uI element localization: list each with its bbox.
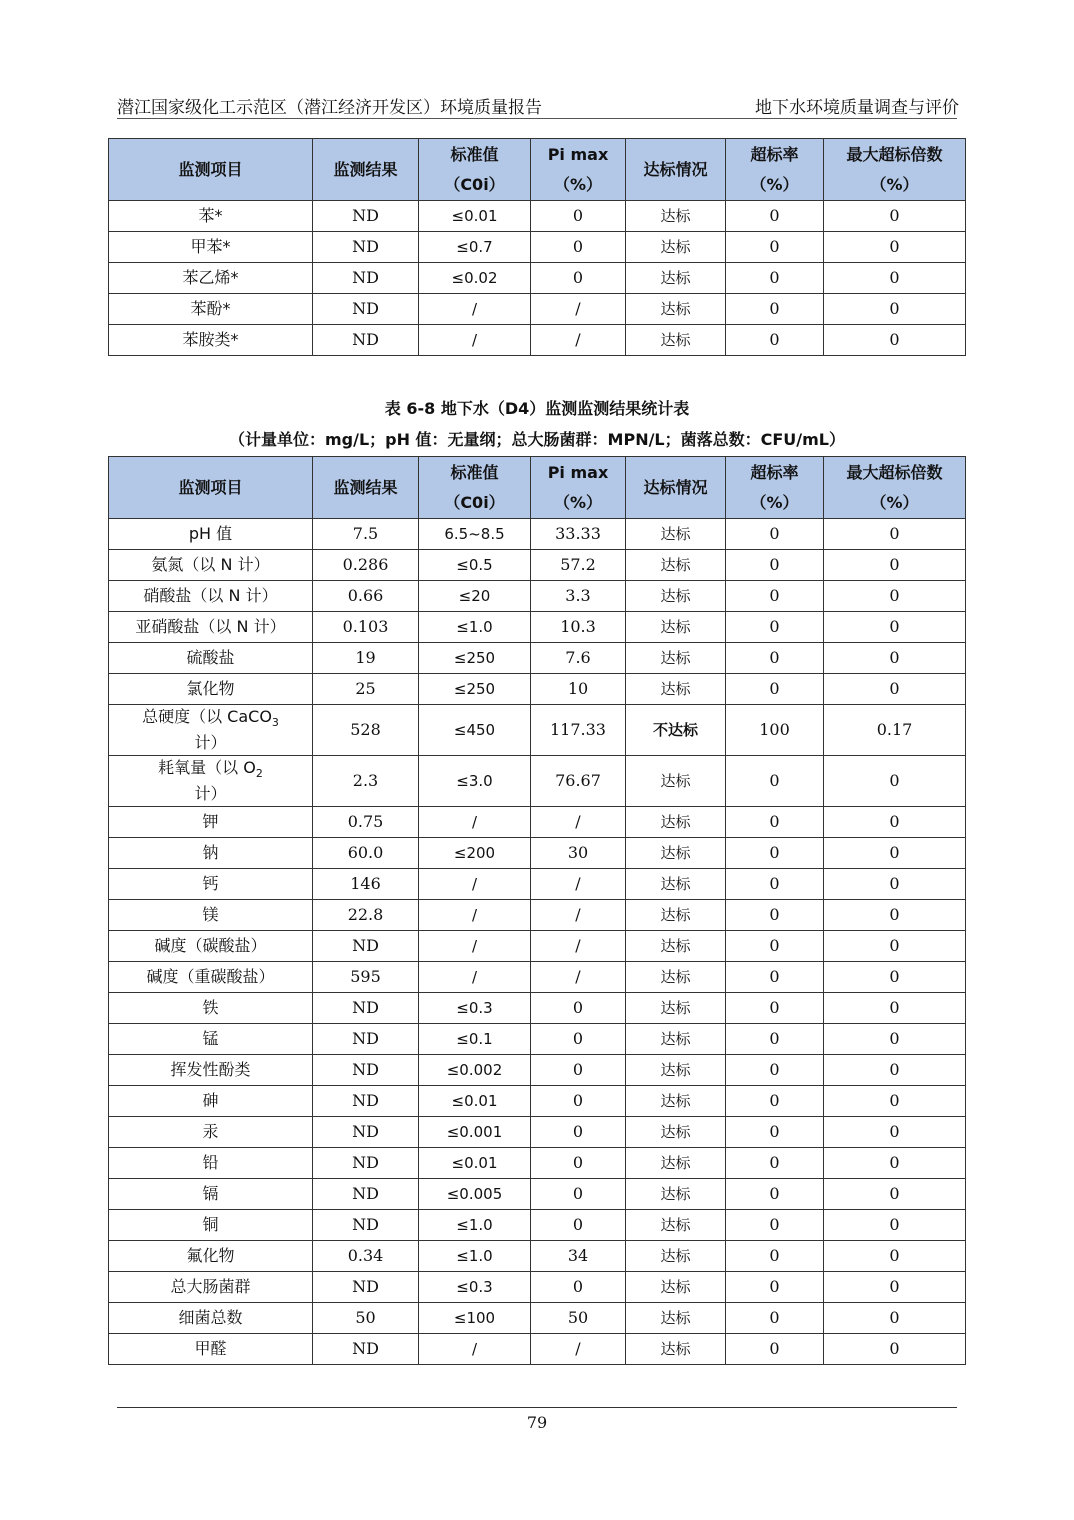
cell-item: 耗氧量（以 $O_2$ 计） xyxy=(109,756,313,807)
header-item: 监测项目 xyxy=(109,139,313,201)
cell-pi-max: 0 xyxy=(531,201,626,232)
table-row xyxy=(109,807,966,838)
cell-pi-max: 0 xyxy=(531,263,626,294)
cell-pi-max: 76.67 xyxy=(531,756,626,807)
cell-result: ND xyxy=(313,1024,419,1055)
cell-status: 不达标 xyxy=(626,705,726,756)
cell-exceed-rate: 0 xyxy=(726,931,824,962)
table-continued xyxy=(108,138,966,356)
cell-exceed-rate: 0 xyxy=(726,232,824,263)
cell-status: 达标 xyxy=(626,1148,726,1179)
cell-max-multiple: 0 xyxy=(824,962,966,993)
cell-max-multiple: 0 xyxy=(824,1272,966,1303)
cell-max-multiple: 0 xyxy=(824,1117,966,1148)
cell-pi-max: / xyxy=(531,900,626,931)
cell-standard: ≤0.01 xyxy=(419,1086,531,1117)
table-row xyxy=(109,1210,966,1241)
cell-item: 挥发性酚类 xyxy=(109,1055,313,1086)
cell-standard: ≤0.5 xyxy=(419,550,531,581)
table-header-row xyxy=(109,457,966,519)
cell-item: 铅 xyxy=(109,1148,313,1179)
cell-standard: / xyxy=(419,294,531,325)
cell-item: 苯酚* xyxy=(109,294,313,325)
cell-pi-max: / xyxy=(531,325,626,356)
cell-exceed-rate: 0 xyxy=(726,900,824,931)
cell-item: 碱度（重碳酸盐） xyxy=(109,962,313,993)
cell-exceed-rate: 0 xyxy=(726,294,824,325)
cell-exceed-rate: 0 xyxy=(726,756,824,807)
cell-standard: ≤0.01 xyxy=(419,201,531,232)
cell-result: 7.5 xyxy=(313,519,419,550)
cell-result: 2.3 xyxy=(313,756,419,807)
cell-item: 砷 xyxy=(109,1086,313,1117)
cell-standard: ≤0.02 xyxy=(419,263,531,294)
cell-max-multiple: 0 xyxy=(824,201,966,232)
cell-max-multiple: 0 xyxy=(824,1086,966,1117)
cell-item: 苯胺类* xyxy=(109,325,313,356)
cell-pi-max: 57.2 xyxy=(531,550,626,581)
cell-result: ND xyxy=(313,1086,419,1117)
cell-exceed-rate: 0 xyxy=(726,869,824,900)
table-row xyxy=(109,1148,966,1179)
table-row xyxy=(109,1055,966,1086)
cell-max-multiple: 0 xyxy=(824,869,966,900)
cell-result: ND xyxy=(313,294,419,325)
cell-item: 氟化物 xyxy=(109,1241,313,1272)
cell-item: pH 值 xyxy=(109,519,313,550)
cell-pi-max: / xyxy=(531,962,626,993)
cell-pi-max: 34 xyxy=(531,1241,626,1272)
cell-standard: ≤20 xyxy=(419,581,531,612)
cell-status: 达标 xyxy=(626,807,726,838)
cell-max-multiple: 0 xyxy=(824,807,966,838)
table-row xyxy=(109,705,966,756)
cell-pi-max: 0 xyxy=(531,1210,626,1241)
cell-status: 达标 xyxy=(626,325,726,356)
cell-item: 钙 xyxy=(109,869,313,900)
cell-item: 镁 xyxy=(109,900,313,931)
cell-item: 镉 xyxy=(109,1179,313,1210)
cell-item: 硫酸盐 xyxy=(109,643,313,674)
cell-max-multiple: 0.17 xyxy=(824,705,966,756)
table-row xyxy=(109,900,966,931)
table-row xyxy=(109,962,966,993)
section-title: 地下水环境质量调查与评价 xyxy=(755,98,959,118)
cell-standard: / xyxy=(419,931,531,962)
cell-standard: ≤100 xyxy=(419,1303,531,1334)
cell-status: 达标 xyxy=(626,931,726,962)
cell-max-multiple: 0 xyxy=(824,643,966,674)
cell-status: 达标 xyxy=(626,1241,726,1272)
header-pi-max: Pi max （%） xyxy=(531,139,626,201)
cell-exceed-rate: 0 xyxy=(726,1334,824,1365)
table-units: （计量单位：mg/L；pH 值：无量纲；总大肠菌群：MPN/L；菌落总数：CFU/mL） xyxy=(228,430,846,449)
header-standard: 标准值 （C0i） xyxy=(419,457,531,519)
cell-status: 达标 xyxy=(626,1055,726,1086)
cell-pi-max: 10 xyxy=(531,674,626,705)
cell-pi-max: 0 xyxy=(531,1272,626,1303)
cell-result: ND xyxy=(313,325,419,356)
cell-result: ND xyxy=(313,1179,419,1210)
cell-status: 达标 xyxy=(626,232,726,263)
table-row xyxy=(109,756,966,807)
cell-status: 达标 xyxy=(626,962,726,993)
cell-exceed-rate: 0 xyxy=(726,1179,824,1210)
cell-result: ND xyxy=(313,1117,419,1148)
cell-max-multiple: 0 xyxy=(824,674,966,705)
cell-pi-max: 7.6 xyxy=(531,643,626,674)
cell-item: 铜 xyxy=(109,1210,313,1241)
table-row xyxy=(109,612,966,643)
cell-exceed-rate: 0 xyxy=(726,807,824,838)
cell-max-multiple: 0 xyxy=(824,1210,966,1241)
table-row xyxy=(109,1024,966,1055)
cell-exceed-rate: 100 xyxy=(726,705,824,756)
cell-pi-max: 10.3 xyxy=(531,612,626,643)
cell-status: 达标 xyxy=(626,581,726,612)
cell-item: 硝酸盐（以 N 计） xyxy=(109,581,313,612)
cell-item: 苯乙烯* xyxy=(109,263,313,294)
cell-status: 达标 xyxy=(626,993,726,1024)
cell-status: 达标 xyxy=(626,838,726,869)
cell-item: 甲醛 xyxy=(109,1334,313,1365)
cell-exceed-rate: 0 xyxy=(726,1303,824,1334)
cell-item: 锰 xyxy=(109,1024,313,1055)
cell-exceed-rate: 0 xyxy=(726,201,824,232)
cell-item: 苯* xyxy=(109,201,313,232)
cell-status: 达标 xyxy=(626,869,726,900)
cell-exceed-rate: 0 xyxy=(726,1086,824,1117)
cell-max-multiple: 0 xyxy=(824,263,966,294)
cell-exceed-rate: 0 xyxy=(726,263,824,294)
cell-item: 亚硝酸盐（以 N 计） xyxy=(109,612,313,643)
cell-result: 146 xyxy=(313,869,419,900)
cell-result: 528 xyxy=(313,705,419,756)
table-row xyxy=(109,869,966,900)
cell-standard: ≤1.0 xyxy=(419,1241,531,1272)
cell-result: 595 xyxy=(313,962,419,993)
cell-standard: ≤0.3 xyxy=(419,993,531,1024)
cell-item: 总大肠菌群 xyxy=(109,1272,313,1303)
cell-pi-max: 50 xyxy=(531,1303,626,1334)
cell-status: 达标 xyxy=(626,1272,726,1303)
cell-standard: 6.5~8.5 xyxy=(419,519,531,550)
cell-standard: ≤3.0 xyxy=(419,756,531,807)
cell-pi-max: / xyxy=(531,869,626,900)
header-result: 监测结果 xyxy=(313,457,419,519)
cell-pi-max: / xyxy=(531,1334,626,1365)
cell-exceed-rate: 0 xyxy=(726,1272,824,1303)
cell-status: 达标 xyxy=(626,756,726,807)
cell-standard: ≤0.005 xyxy=(419,1179,531,1210)
cell-pi-max: 33.33 xyxy=(531,519,626,550)
cell-item: 甲苯* xyxy=(109,232,313,263)
header-status: 达标情况 xyxy=(626,139,726,201)
cell-result: ND xyxy=(313,1148,419,1179)
page-header xyxy=(117,90,957,119)
cell-pi-max: / xyxy=(531,294,626,325)
cell-max-multiple: 0 xyxy=(824,1179,966,1210)
table-row xyxy=(109,1086,966,1117)
table-row xyxy=(109,581,966,612)
cell-max-multiple: 0 xyxy=(824,550,966,581)
cell-standard: / xyxy=(419,869,531,900)
cell-result: 60.0 xyxy=(313,838,419,869)
cell-result: ND xyxy=(313,201,419,232)
cell-result: 25 xyxy=(313,674,419,705)
header-pi-max: Pi max （%） xyxy=(531,457,626,519)
table-row xyxy=(109,1334,966,1365)
cell-result: 22.8 xyxy=(313,900,419,931)
cell-item: 铁 xyxy=(109,993,313,1024)
cell-pi-max: 3.3 xyxy=(531,581,626,612)
cell-exceed-rate: 0 xyxy=(726,581,824,612)
cell-status: 达标 xyxy=(626,643,726,674)
table-row xyxy=(109,232,966,263)
cell-result: ND xyxy=(313,1272,419,1303)
header-max-multiple: 最大超标倍数 （%） xyxy=(824,457,966,519)
table-row xyxy=(109,838,966,869)
cell-max-multiple: 0 xyxy=(824,232,966,263)
table-header-row xyxy=(109,139,966,201)
report-title: 潜江国家级化工示范区（潜江经济开发区）环境质量报告 xyxy=(117,98,542,118)
table-title: 表 6-8 地下水（D4）监测监测结果统计表 xyxy=(384,399,690,418)
cell-standard: ≤0.3 xyxy=(419,1272,531,1303)
cell-exceed-rate: 0 xyxy=(726,519,824,550)
cell-item: 碱度（碳酸盐） xyxy=(109,931,313,962)
cell-max-multiple: 0 xyxy=(824,756,966,807)
cell-standard: / xyxy=(419,325,531,356)
cell-status: 达标 xyxy=(626,612,726,643)
cell-max-multiple: 0 xyxy=(824,1055,966,1086)
cell-standard: / xyxy=(419,1334,531,1365)
cell-exceed-rate: 0 xyxy=(726,1210,824,1241)
cell-standard: ≤250 xyxy=(419,643,531,674)
cell-pi-max: 0 xyxy=(531,1055,626,1086)
table-row xyxy=(109,1303,966,1334)
cell-standard: ≤0.001 xyxy=(419,1117,531,1148)
cell-exceed-rate: 0 xyxy=(726,1148,824,1179)
cell-exceed-rate: 0 xyxy=(726,325,824,356)
cell-pi-max: 0 xyxy=(531,993,626,1024)
cell-status: 达标 xyxy=(626,1210,726,1241)
cell-status: 达标 xyxy=(626,201,726,232)
cell-status: 达标 xyxy=(626,294,726,325)
cell-exceed-rate: 0 xyxy=(726,1024,824,1055)
cell-max-multiple: 0 xyxy=(824,294,966,325)
cell-pi-max: 0 xyxy=(531,1179,626,1210)
cell-exceed-rate: 0 xyxy=(726,674,824,705)
table-row xyxy=(109,1117,966,1148)
header-exceed-rate: 超标率 （%） xyxy=(726,139,824,201)
cell-status: 达标 xyxy=(626,1086,726,1117)
header-max-multiple: 最大超标倍数 （%） xyxy=(824,139,966,201)
cell-item: 汞 xyxy=(109,1117,313,1148)
cell-pi-max: 0 xyxy=(531,232,626,263)
table-row xyxy=(109,931,966,962)
cell-exceed-rate: 0 xyxy=(726,643,824,674)
table-d4 xyxy=(108,456,966,1365)
table-row xyxy=(109,325,966,356)
cell-item: 细菌总数 xyxy=(109,1303,313,1334)
cell-pi-max: 117.33 xyxy=(531,705,626,756)
cell-max-multiple: 0 xyxy=(824,519,966,550)
header-item: 监测项目 xyxy=(109,457,313,519)
cell-pi-max: 0 xyxy=(531,1117,626,1148)
cell-status: 达标 xyxy=(626,519,726,550)
cell-exceed-rate: 0 xyxy=(726,838,824,869)
cell-max-multiple: 0 xyxy=(824,612,966,643)
cell-max-multiple: 0 xyxy=(824,1241,966,1272)
cell-standard: ≤0.002 xyxy=(419,1055,531,1086)
cell-exceed-rate: 0 xyxy=(726,1241,824,1272)
table-row xyxy=(109,1272,966,1303)
cell-standard: ≤450 xyxy=(419,705,531,756)
cell-standard: ≤0.1 xyxy=(419,1024,531,1055)
table-row xyxy=(109,263,966,294)
cell-result: 0.66 xyxy=(313,581,419,612)
cell-result: 50 xyxy=(313,1303,419,1334)
cell-exceed-rate: 0 xyxy=(726,993,824,1024)
cell-exceed-rate: 0 xyxy=(726,612,824,643)
cell-result: 0.75 xyxy=(313,807,419,838)
cell-max-multiple: 0 xyxy=(824,325,966,356)
table-row xyxy=(109,643,966,674)
table-row xyxy=(109,993,966,1024)
cell-result: ND xyxy=(313,232,419,263)
cell-pi-max: 0 xyxy=(531,1148,626,1179)
cell-standard: ≤1.0 xyxy=(419,612,531,643)
cell-standard: ≤0.7 xyxy=(419,232,531,263)
page-number: 79 xyxy=(526,1413,548,1432)
cell-result: 19 xyxy=(313,643,419,674)
header-exceed-rate: 超标率 （%） xyxy=(726,457,824,519)
cell-max-multiple: 0 xyxy=(824,1334,966,1365)
footer-divider xyxy=(117,1407,957,1408)
cell-result: ND xyxy=(313,1055,419,1086)
table-row xyxy=(109,1179,966,1210)
table-row xyxy=(109,1241,966,1272)
cell-result: ND xyxy=(313,993,419,1024)
header-result: 监测结果 xyxy=(313,139,419,201)
cell-max-multiple: 0 xyxy=(824,1303,966,1334)
cell-standard: / xyxy=(419,900,531,931)
header-standard: 标准值 （C0i） xyxy=(419,139,531,201)
cell-max-multiple: 0 xyxy=(824,838,966,869)
cell-standard: ≤0.01 xyxy=(419,1148,531,1179)
cell-max-multiple: 0 xyxy=(824,900,966,931)
cell-status: 达标 xyxy=(626,1334,726,1365)
cell-status: 达标 xyxy=(626,674,726,705)
cell-standard: ≤250 xyxy=(419,674,531,705)
cell-status: 达标 xyxy=(626,1024,726,1055)
cell-max-multiple: 0 xyxy=(824,581,966,612)
table-row xyxy=(109,674,966,705)
cell-standard: ≤200 xyxy=(419,838,531,869)
cell-result: 0.34 xyxy=(313,1241,419,1272)
cell-standard: / xyxy=(419,962,531,993)
cell-status: 达标 xyxy=(626,900,726,931)
cell-result: 0.286 xyxy=(313,550,419,581)
table-row xyxy=(109,201,966,232)
cell-pi-max: 0 xyxy=(531,1086,626,1117)
cell-standard: ≤1.0 xyxy=(419,1210,531,1241)
cell-pi-max: 0 xyxy=(531,1024,626,1055)
cell-item: 钠 xyxy=(109,838,313,869)
cell-exceed-rate: 0 xyxy=(726,1055,824,1086)
table-row xyxy=(109,294,966,325)
cell-standard: / xyxy=(419,807,531,838)
cell-item: 钾 xyxy=(109,807,313,838)
cell-pi-max: 30 xyxy=(531,838,626,869)
table-row xyxy=(109,550,966,581)
cell-max-multiple: 0 xyxy=(824,993,966,1024)
header-status: 达标情况 xyxy=(626,457,726,519)
cell-exceed-rate: 0 xyxy=(726,1117,824,1148)
cell-max-multiple: 0 xyxy=(824,1148,966,1179)
cell-result: ND xyxy=(313,1210,419,1241)
cell-item: 氨氮（以 N 计） xyxy=(109,550,313,581)
cell-max-multiple: 0 xyxy=(824,931,966,962)
cell-exceed-rate: 0 xyxy=(726,550,824,581)
cell-max-multiple: 0 xyxy=(824,1024,966,1055)
cell-status: 达标 xyxy=(626,1179,726,1210)
cell-status: 达标 xyxy=(626,550,726,581)
cell-exceed-rate: 0 xyxy=(726,962,824,993)
cell-result: ND xyxy=(313,263,419,294)
cell-status: 达标 xyxy=(626,1117,726,1148)
cell-status: 达标 xyxy=(626,1303,726,1334)
table-row xyxy=(109,519,966,550)
cell-item: 氯化物 xyxy=(109,674,313,705)
cell-result: ND xyxy=(313,1334,419,1365)
cell-result: 0.103 xyxy=(313,612,419,643)
cell-item: 总硬度（以 CaCO$_3$ 计） xyxy=(109,705,313,756)
cell-pi-max: / xyxy=(531,807,626,838)
cell-pi-max: / xyxy=(531,931,626,962)
cell-status: 达标 xyxy=(626,263,726,294)
cell-result: ND xyxy=(313,931,419,962)
